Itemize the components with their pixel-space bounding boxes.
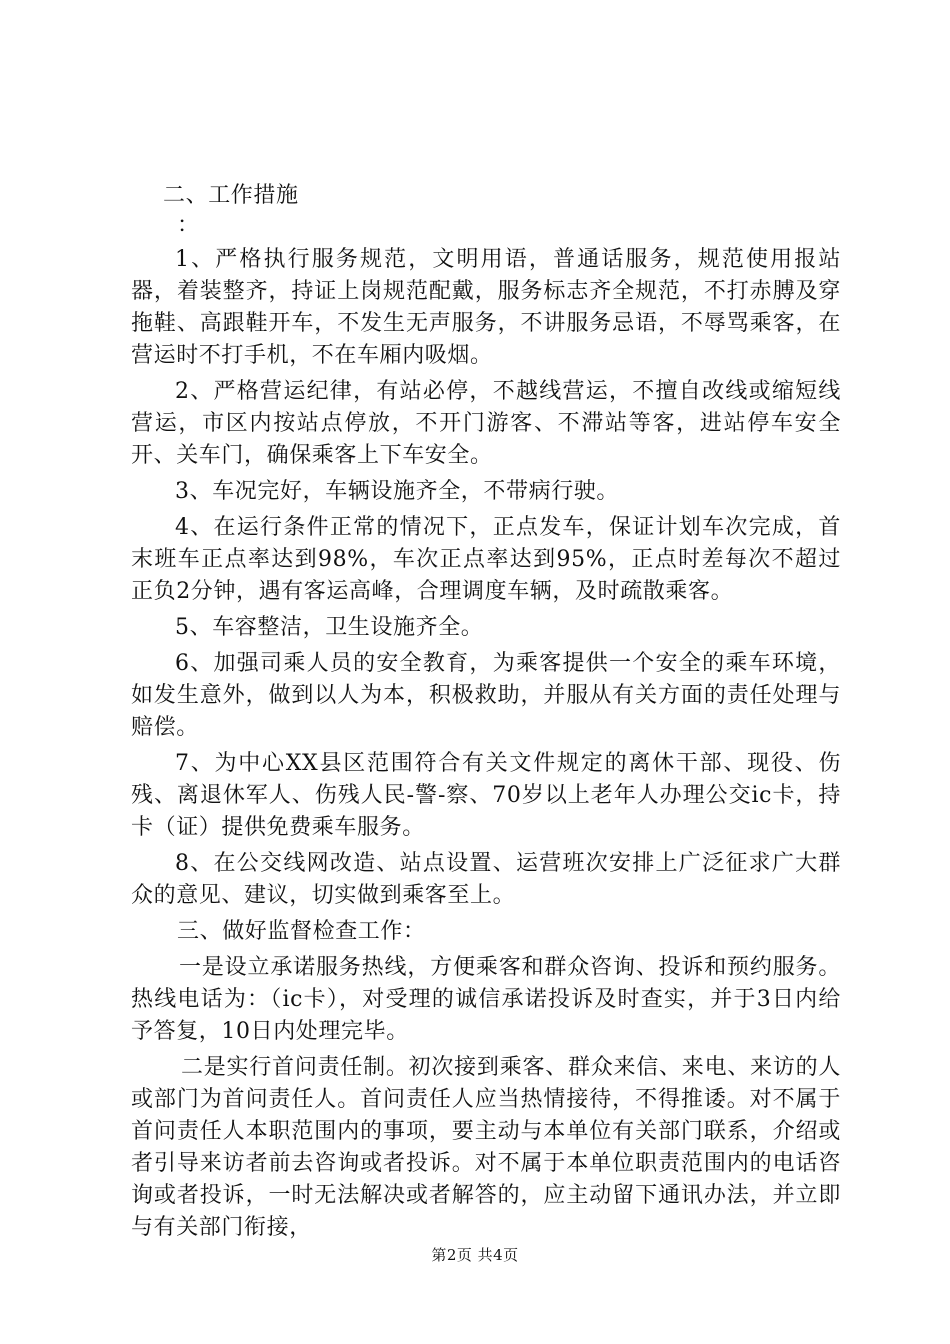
page-number-footer: 第2页 共4页 <box>431 1246 519 1264</box>
paragraph-4: 4、在运行条件正常的情况下，正点发车，保证计划车次完成，首末班车正点率达到98%，车次正点率达到95%，正点时差每次不超过正负2分钟，遇有客运高峰，合理调度车辆，及时疏散乘客。 <box>131 515 841 604</box>
section-heading-work-measures: 二、工作措施 <box>163 183 299 208</box>
paragraph-first-inquiry: 二是实行首问责任制。初次接到乘客、群众来信、来电、来访的人或部门为首问责任人。首问责任人应当热情接待，不得推诿。对不属于首问责任人本职范围内的事项，要主动与本单位有关部门联系，介绍或者引导来访者前去咨询或者投诉。对不属于本单位职责范围内的电话咨询或者投诉，一时无法解决或者解答的，应主动留下通讯办法，并立即与有关部门衔接， <box>131 1055 841 1240</box>
paragraph-7: 7、为中心XX县区范围符合有关文件规定的离休干部、现役、伤残、离退休军人、伤残人民-警-察、70岁以上老年人办理公交ic卡，持卡（证）提供免费乘车服务。 <box>131 751 841 840</box>
heading-colon: ： <box>177 213 200 238</box>
paragraph-3: 3、车况完好，车辆设施齐全，不带病行驶。 <box>175 479 619 504</box>
paragraph-5: 5、车容整洁，卫生设施齐全。 <box>175 615 484 640</box>
paragraph-hotline: 一是设立承诺服务热线，方便乘客和群众咨询、投诉和预约服务。热线电话为：（ic卡），对受理的诚信承诺投诉及时查实，并于3日内给予答复，10日内处理完毕。 <box>131 955 841 1044</box>
paragraph-8: 8、在公交线网改造、站点设置、运营班次安排上广泛征求广大群众的意见、建议，切实做到乘客至上。 <box>131 851 841 908</box>
section-heading-supervision: 三、做好监督检查工作： <box>177 919 426 944</box>
paragraph-2: 2、严格营运纪律，有站必停，不越线营运，不擅自改线或缩短线营运，市区内按站点停放，不开门游客、不滞站等客，进站停车安全开、关车门，确保乘客上下车安全。 <box>131 379 841 468</box>
paragraph-1: 1、严格执行服务规范，文明用语，普通话服务，规范使用报站器，着装整齐，持证上岗规范配戴，服务标志齐全规范，不打赤膊及穿拖鞋、高跟鞋开车，不发生无声服务，不讲服务忌语，不辱骂乘客，在营运时不打手机，不在车厢内吸烟。 <box>131 247 841 368</box>
document-body <box>131 170 841 1244</box>
paragraph-6: 6、加强司乘人员的安全教育，为乘客提供一个安全的乘车环境，如发生意外，做到以人为本，积极救助，并服从有关方面的责任处理与赔偿。 <box>131 651 841 740</box>
